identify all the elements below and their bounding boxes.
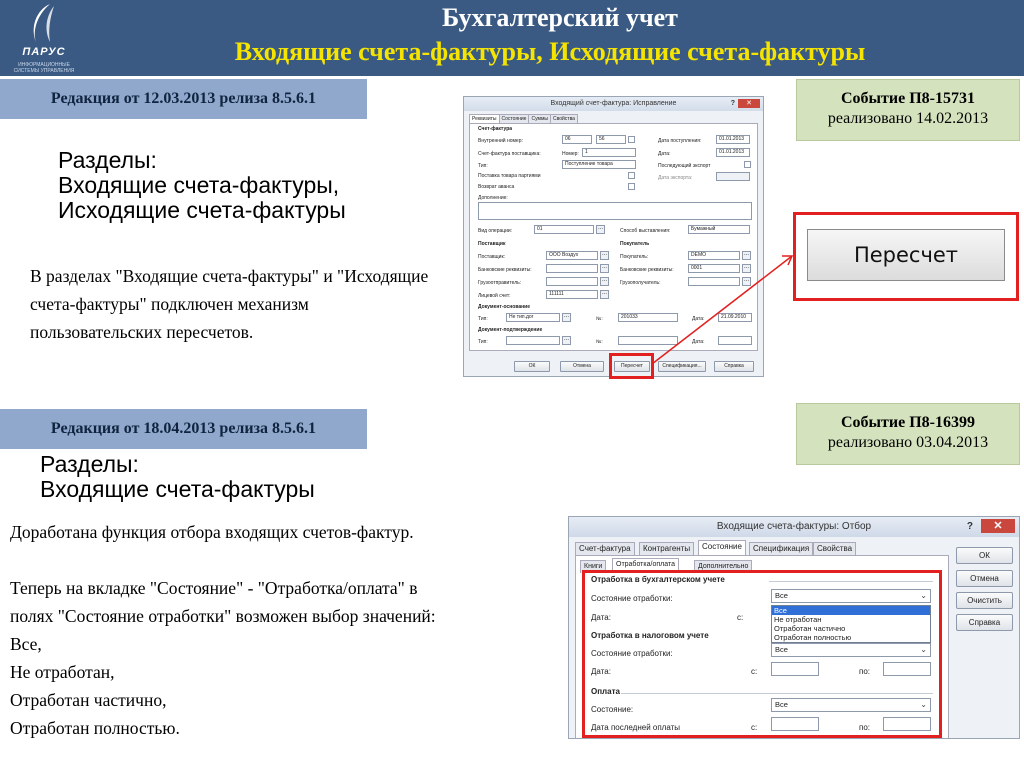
- operation-kind-field[interactable]: 01: [534, 225, 594, 234]
- edition-badge-2: Редакция от 18.04.2013 релиза 8.5.6.1: [0, 409, 367, 449]
- event-title-1: Событие П8-15731: [841, 90, 975, 107]
- para-line: Отработан полностью.: [10, 718, 180, 738]
- dropdown-option[interactable]: Отработан частично: [774, 624, 846, 633]
- supplier-picker[interactable]: ...: [600, 251, 609, 260]
- description-2: [10, 518, 570, 742]
- page-subtitle: Входящие счета-фактуры, Исходящие счета-фактуры: [234, 37, 866, 66]
- payment-from-label: с:: [751, 723, 758, 732]
- from-label: с:: [737, 613, 744, 622]
- internal-number-checkbox[interactable]: [628, 136, 635, 143]
- group-accounting: Отработка в бухгалтерском учете: [591, 575, 725, 584]
- page-title: Бухгалтерский учет: [442, 3, 678, 32]
- ok-button[interactable]: ОК: [956, 547, 1013, 564]
- number-label: Номер:: [562, 151, 579, 157]
- chevron-down-icon: ⌄: [920, 591, 927, 600]
- personal-account-label: Лицевой счет:: [478, 293, 511, 299]
- group-invoice: Счет-фактура: [478, 126, 513, 132]
- group-supplier: Поставщик: [478, 241, 506, 247]
- confirm-number-label: №:: [596, 339, 603, 345]
- buyer-picker[interactable]: ...: [742, 251, 751, 260]
- event-date-1: реализовано 14.02.2013: [827, 110, 989, 127]
- base-number-label: №:: [596, 316, 603, 322]
- para-line: Все,: [10, 634, 42, 654]
- callout-arrow: [648, 250, 796, 370]
- para-line: Отработан частично,: [10, 690, 167, 710]
- date-field[interactable]: 01.01.2013: [716, 148, 750, 157]
- date-label: Дата:: [658, 151, 671, 157]
- subsequent-export-label: Последующий экспорт: [658, 163, 711, 169]
- shipper-field[interactable]: [546, 277, 598, 286]
- close-icon[interactable]: ✕: [738, 99, 760, 108]
- sections-label: Разделы:: [40, 451, 139, 477]
- group-confirm-document: Документ-подтверждение: [478, 327, 543, 333]
- bank-details-picker[interactable]: ...: [600, 264, 609, 273]
- group-base-document: Документ-основание: [478, 304, 531, 310]
- bank-details-label: Банковские реквизиты:: [478, 267, 532, 273]
- last-payment-date-label: Дата последней оплаты: [591, 723, 681, 732]
- logo-subtitle: ИНФОРМАЦИОННЫЕ СИСТЕМЫ УПРАВЛЕНИЯ: [13, 62, 75, 74]
- dropdown-option[interactable]: Отработан полностью: [774, 633, 852, 642]
- confirm-date-label: Дата:: [692, 339, 705, 345]
- operation-kind-picker[interactable]: ...: [596, 225, 605, 234]
- confirm-type-field[interactable]: [506, 336, 560, 345]
- para-line: [10, 546, 570, 574]
- section-item: Входящие счета-фактуры,: [58, 172, 340, 198]
- internal-number-prefix[interactable]: 06: [562, 135, 592, 144]
- base-date-field[interactable]: 21.09.2010: [718, 313, 752, 322]
- help-button[interactable]: Справка: [956, 614, 1013, 631]
- buyer-bank-picker[interactable]: ...: [742, 264, 751, 273]
- accounting-state-select[interactable]: [771, 589, 931, 603]
- advance-return-label: Возврат аванса: [478, 184, 515, 190]
- chevron-down-icon: ⌄: [920, 645, 927, 654]
- base-type-label: Тип:: [478, 316, 488, 322]
- subtab-additional[interactable]: Дополнительно: [694, 560, 752, 573]
- header-bar: [0, 0, 1024, 76]
- ok-button[interactable]: ОК: [514, 361, 550, 372]
- recalc-callout: [793, 212, 1019, 301]
- shipper-picker[interactable]: ...: [600, 277, 609, 286]
- payment-to-label: по:: [859, 723, 871, 732]
- export-date-label: Дата экспорта:: [658, 175, 693, 181]
- personal-account-field[interactable]: 111111: [546, 290, 598, 299]
- base-date-label: Дата:: [692, 316, 705, 322]
- issue-method-select[interactable]: Бумажный: [688, 225, 750, 234]
- close-icon[interactable]: ✕: [981, 519, 1015, 533]
- para-line: Доработана функция отбора входящих счетов-фактур.: [10, 522, 414, 542]
- chevron-down-icon: ⌄: [920, 700, 927, 709]
- sections-list-1: [58, 148, 346, 223]
- group-divider: [621, 693, 933, 694]
- dialog-titlebar: [464, 97, 763, 111]
- base-type-field[interactable]: Не тип.дог: [506, 313, 560, 322]
- tax-date-from-field[interactable]: [771, 662, 819, 676]
- tab-properties[interactable]: Свойства: [813, 542, 856, 555]
- tab-invoice[interactable]: Счет-фактура: [575, 542, 635, 555]
- edition-badge-1: Редакция от 12.03.2013 релиза 8.5.6.1: [0, 79, 367, 119]
- state-label: Состояние отработки:: [591, 594, 673, 603]
- help-icon[interactable]: ?: [966, 521, 973, 532]
- subtab-books[interactable]: Книги: [580, 560, 606, 573]
- event-date-2: реализовано 03.04.2013: [827, 434, 989, 451]
- consignee-picker[interactable]: ...: [742, 277, 751, 286]
- cancel-button[interactable]: Отмена: [956, 570, 1013, 587]
- dropdown-option[interactable]: Не отработан: [774, 615, 822, 624]
- internal-number-field[interactable]: 56: [596, 135, 626, 144]
- tax-from-label: с:: [751, 667, 758, 676]
- tax-state-label: Состояние отработки:: [591, 649, 673, 658]
- payment-state-select[interactable]: [771, 698, 931, 712]
- description-1: В разделах "Входящие счета-фактуры" и "Исходящие счета-фактуры" подключен механизм пользовательских пересчетов.: [30, 266, 429, 342]
- type-label: Тип:: [478, 163, 488, 169]
- supplier-label: Поставщик:: [478, 254, 506, 260]
- group-tax: Отработка в налоговом учете: [591, 631, 709, 640]
- dialog2-titlebar: [569, 517, 1019, 537]
- group-payment: Оплата: [591, 687, 620, 696]
- number-field[interactable]: 1: [582, 148, 636, 157]
- issue-method-label: Способ выставления:: [620, 228, 671, 234]
- payment-date-to-field[interactable]: [883, 717, 931, 731]
- tab-state[interactable]: Состояние: [698, 540, 746, 555]
- batch-supply-label: Поставка товара партиями: [478, 173, 541, 179]
- batch-supply-checkbox[interactable]: [628, 172, 635, 179]
- tab-counterparties[interactable]: Контрагенты: [639, 542, 694, 555]
- buyer-label: Покупатель:: [620, 254, 649, 260]
- date-label: Дата:: [591, 613, 611, 622]
- specification-button[interactable]: Спецификация...: [658, 361, 706, 372]
- logo-name: ПАРУС: [22, 46, 66, 58]
- tax-state-select[interactable]: [771, 643, 931, 657]
- buyer-bank-field[interactable]: 0001: [688, 264, 740, 273]
- payment-state-value: Все: [775, 700, 788, 709]
- para-line: полях "Состояние отработки" возможен выбор значений:: [10, 606, 436, 626]
- filter-dialog: [568, 516, 1020, 739]
- logo-swirl-icon: [6, 0, 82, 50]
- subsequent-export-checkbox[interactable]: [744, 161, 751, 168]
- dropdown-option[interactable]: Все: [772, 606, 930, 615]
- section-item: Исходящие счета-фактуры: [58, 197, 346, 223]
- tax-date-to-field[interactable]: [883, 662, 931, 676]
- buyer-bank-label: Банковские реквизиты:: [620, 267, 674, 273]
- base-type-picker[interactable]: ...: [562, 313, 571, 322]
- tab-requisites[interactable]: Реквизиты: [469, 114, 500, 123]
- event-badge-2: [796, 403, 1020, 465]
- addition-label: Дополнение:: [478, 195, 508, 201]
- subtab-processing-payment[interactable]: Отработка/оплата: [612, 558, 679, 571]
- section-item: Входящие счета-фактуры: [40, 476, 315, 502]
- tab-properties[interactable]: Свойства: [550, 114, 578, 123]
- addition-field[interactable]: [478, 202, 752, 220]
- bank-details-field[interactable]: [546, 264, 598, 273]
- payment-state-label: Состояние:: [591, 705, 634, 714]
- state-dropdown-list: [771, 605, 931, 643]
- type-select[interactable]: Поступление товара: [562, 160, 636, 169]
- group-buyer: Покупатель: [620, 241, 650, 247]
- help-button[interactable]: Справка: [714, 361, 754, 372]
- supplier-field[interactable]: ООО Воздух: [546, 251, 598, 260]
- tax-state-value: Все: [775, 645, 788, 654]
- tab-state[interactable]: Состояние: [499, 114, 530, 123]
- export-date-field: [716, 172, 750, 181]
- sections-list-2: [40, 452, 315, 502]
- tab-sums[interactable]: Суммы: [528, 114, 551, 123]
- supplier-invoice-label: Счет-фактура поставщика:: [478, 151, 541, 157]
- sections-label: Разделы:: [58, 147, 157, 173]
- dialog2-title: Входящие счета-фактуры: Отбор: [716, 521, 872, 532]
- cancel-button[interactable]: Отмена: [560, 361, 604, 372]
- operation-kind-label: Вид операции:: [478, 228, 513, 234]
- event-badge-1: [796, 79, 1020, 141]
- advance-return-checkbox[interactable]: [628, 183, 635, 190]
- buyer-field[interactable]: DEMO: [688, 251, 740, 260]
- confirm-type-picker[interactable]: ...: [562, 336, 571, 345]
- group-divider: [769, 581, 933, 582]
- recalc-button[interactable]: Пересчет: [614, 361, 650, 372]
- accounting-state-value: Все: [775, 591, 788, 600]
- event-title-2: Событие П8-16399: [841, 414, 975, 431]
- internal-number-label: Внутренний номер:: [478, 138, 523, 144]
- personal-account-picker[interactable]: ...: [600, 290, 609, 299]
- shipper-label: Грузоотправитель:: [478, 280, 522, 286]
- tax-to-label: по:: [859, 667, 871, 676]
- confirm-type-label: Тип:: [478, 339, 488, 345]
- tab-specification[interactable]: Спецификация: [749, 542, 813, 555]
- base-number-field[interactable]: 201033: [618, 313, 678, 322]
- help-icon[interactable]: ?: [730, 100, 735, 107]
- parus-logo: [6, 0, 96, 76]
- tax-date-label: Дата:: [591, 667, 611, 676]
- payment-date-from-field[interactable]: [771, 717, 819, 731]
- receipt-date-label: Дата поступления:: [658, 138, 702, 144]
- recalc-button-zoom[interactable]: Пересчет: [807, 229, 1005, 281]
- para-line: Теперь на вкладке "Состояние" - "Отработка/оплата" в: [10, 578, 418, 598]
- receipt-date-field[interactable]: 01.01.2013: [716, 135, 750, 144]
- consignee-label: Грузополучатель:: [620, 280, 661, 286]
- clear-button[interactable]: Очистить: [956, 592, 1013, 609]
- para-line: Не отработан,: [10, 662, 115, 682]
- dialog-title: Входящий счет-фактура: Исправление: [550, 100, 677, 107]
